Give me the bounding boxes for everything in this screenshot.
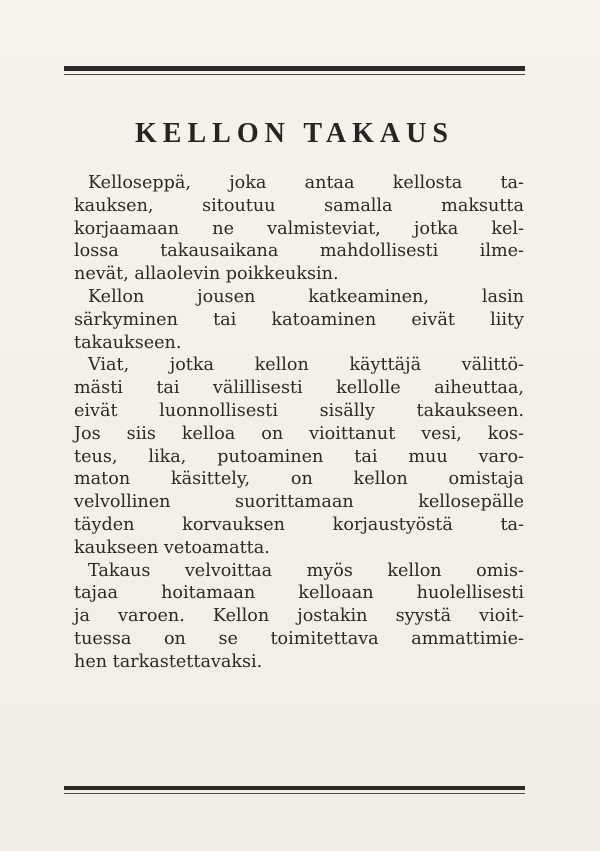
bottom-double-rule xyxy=(64,786,525,794)
text-line: kauksen, sitoutuu samalla maksutta xyxy=(74,195,524,216)
top-double-rule xyxy=(64,66,525,75)
text-line: täyden korvauksen korjaustyöstä ta- xyxy=(74,514,524,535)
text-line: tajaa hoitamaan kelloaan huolellisesti xyxy=(74,583,524,604)
text-line: hen tarkastettavaksi. xyxy=(74,651,263,672)
text-line: Jos siis kelloa on vioittanut vesi, kos- xyxy=(74,423,524,444)
text-line: Takaus velvoittaa myös kellon omis- xyxy=(88,560,524,581)
text-line: Kellon jousen katkeaminen, lasin xyxy=(88,286,524,307)
text-line: maton käsittely, on kellon omistaja xyxy=(74,469,524,490)
bottom-thick-line xyxy=(64,786,525,790)
text-line: takaukseen. xyxy=(74,332,182,353)
text-line: korjaamaan ne valmisteviat, jotka kel- xyxy=(74,218,524,239)
text-line: tuessa on se toimitettava ammattimie- xyxy=(74,628,524,649)
text-line: mästi tai välillisesti kellolle aiheuttaa, xyxy=(74,378,524,399)
text-line: lossa takausaikana mahdollisesti ilme- xyxy=(74,241,524,262)
document-body xyxy=(74,172,524,674)
top-thick-line xyxy=(64,66,525,71)
text-line: Viat, jotka kellon käyttäjä välittö- xyxy=(88,355,524,376)
paragraph xyxy=(74,172,524,286)
text-line: velvollinen suorittamaan kellosepälle xyxy=(74,492,524,513)
bottom-thin-line xyxy=(64,793,525,794)
paragraph xyxy=(74,560,524,674)
paragraph xyxy=(74,354,524,559)
text-line: nevät, allaolevin poikkeuksin. xyxy=(74,264,339,285)
text-line: teus, lika, putoaminen tai muu varo- xyxy=(74,446,524,467)
text-line: särkyminen tai katoaminen eivät liity xyxy=(74,309,524,330)
text-line: Kelloseppä, joka antaa kellosta ta- xyxy=(88,173,524,193)
top-thin-line xyxy=(64,74,525,75)
paragraph xyxy=(74,286,524,354)
text-line: eivät luonnollisesti sisälly takaukseen. xyxy=(74,400,524,421)
document-title: KELLON TAKAUS xyxy=(135,118,454,149)
text-line: kaukseen vetoamatta. xyxy=(74,537,270,558)
text-line: ja varoen. Kellon jostakin syystä vioit- xyxy=(74,606,524,627)
